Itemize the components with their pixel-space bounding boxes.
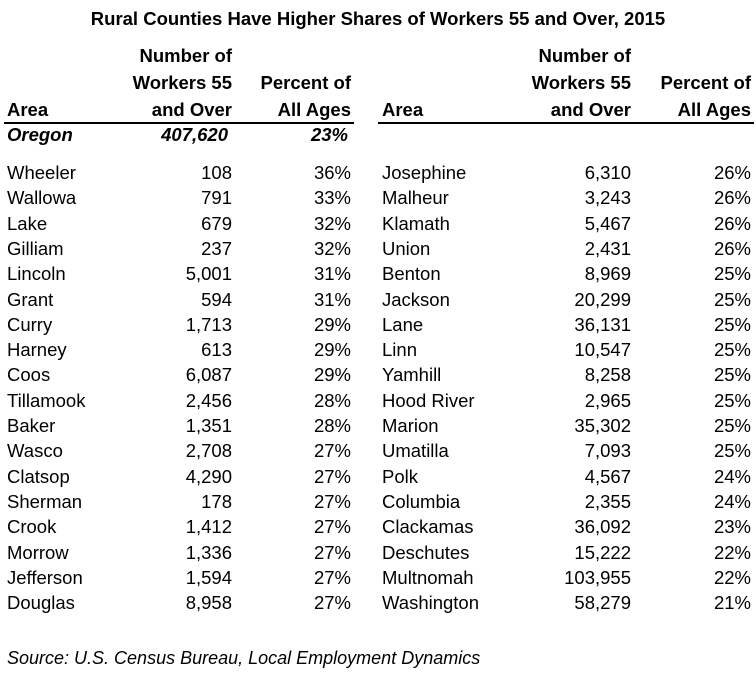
row-pct: 25% — [713, 389, 751, 411]
row-workers: 2,431 — [584, 237, 631, 259]
row-pct: 32% — [313, 237, 351, 259]
row-area: Lake — [7, 212, 48, 234]
table-row — [0, 362, 756, 387]
row-pct: 29% — [313, 339, 351, 361]
row-area: Umatilla — [382, 440, 449, 462]
row-workers: 2,708 — [185, 440, 232, 462]
source-note: Source: U.S. Census Bureau, Local Employment Dynamics — [7, 648, 481, 668]
row-pct: 25% — [713, 364, 751, 386]
row-workers: 5,467 — [584, 212, 631, 234]
row-pct: 27% — [313, 566, 351, 588]
state-area: Oregon — [7, 124, 73, 145]
row-pct: 26% — [713, 187, 751, 209]
row-pct: 22% — [713, 566, 751, 588]
table-title: Rural Counties Have Higher Shares of Workers 55 and Over, 2015 — [90, 8, 666, 29]
row-area: Linn — [382, 339, 417, 361]
row-pct: 25% — [713, 263, 751, 285]
row-workers: 6,087 — [185, 364, 232, 386]
row-area: Marion — [382, 415, 439, 436]
header-area-left — [7, 96, 48, 123]
row-area: Jefferson — [7, 566, 83, 588]
row-workers: 1,412 — [185, 516, 232, 538]
row-area: Grant — [7, 288, 54, 310]
row-area: Klamath — [382, 212, 450, 234]
row-workers: 1,336 — [185, 541, 232, 563]
row-pct: 24% — [713, 465, 751, 487]
row-workers: 58,279 — [574, 592, 631, 614]
row-workers: 10,547 — [574, 339, 631, 361]
row-pct: 24% — [713, 490, 751, 512]
table-row — [0, 388, 756, 413]
row-workers: 3,243 — [584, 187, 631, 209]
row-workers: 35,302 — [574, 415, 631, 436]
row-area: Sherman — [7, 490, 83, 512]
row-area: Curry — [7, 313, 53, 335]
header-workers-right — [505, 42, 631, 123]
row-workers: 4,290 — [185, 465, 232, 487]
row-pct: 27% — [313, 592, 351, 614]
row-area: Tillamook — [7, 389, 86, 411]
row-area: Clackamas — [382, 516, 474, 538]
row-workers: 679 — [201, 212, 232, 234]
row-area: Crook — [7, 516, 57, 538]
row-area: Lincoln — [7, 263, 66, 285]
row-workers: 237 — [201, 237, 232, 259]
row-area: Yamhill — [382, 364, 442, 386]
state-workers: 407,620 — [161, 124, 228, 145]
row-workers: 2,965 — [584, 389, 631, 411]
table-row — [0, 261, 756, 286]
header-pct-line1: Percent of — [660, 72, 751, 93]
row-area: Harney — [7, 339, 67, 361]
state-total-row — [0, 122, 756, 147]
table-row — [0, 514, 756, 539]
row-pct: 26% — [713, 162, 751, 183]
header-workers-line2: Workers 55 — [132, 72, 232, 93]
row-pct: 23% — [713, 516, 751, 538]
row-workers: 103,955 — [564, 566, 631, 588]
row-pct: 29% — [313, 313, 351, 335]
row-pct: 27% — [313, 490, 351, 512]
row-pct: 25% — [713, 313, 751, 335]
row-area: Hood River — [382, 389, 475, 411]
row-workers: 791 — [201, 187, 232, 209]
row-pct: 31% — [313, 288, 351, 310]
row-workers: 594 — [201, 288, 232, 310]
table-row — [0, 160, 756, 185]
row-pct: 25% — [713, 440, 751, 462]
state-pct: 23% — [310, 124, 348, 145]
row-pct: 25% — [713, 415, 751, 436]
row-pct: 28% — [313, 389, 351, 411]
table-row — [0, 312, 756, 337]
header-pct-right — [640, 69, 751, 123]
row-workers: 2,456 — [185, 389, 232, 411]
row-workers: 20,299 — [574, 288, 631, 310]
table-row — [0, 464, 756, 489]
row-pct: 31% — [313, 263, 351, 285]
row-pct: 25% — [713, 288, 751, 310]
table-row — [0, 540, 756, 565]
table-row — [0, 287, 756, 312]
row-workers: 7,093 — [584, 440, 631, 462]
row-workers: 8,258 — [584, 364, 631, 386]
row-area: Multnomah — [382, 566, 474, 588]
header-pct-left — [240, 69, 351, 123]
row-area: Clatsop — [7, 465, 70, 487]
table-row — [0, 413, 756, 438]
row-area: Morrow — [7, 541, 69, 563]
row-workers: 613 — [201, 339, 232, 361]
row-area: Baker — [7, 415, 56, 436]
row-workers: 6,310 — [584, 162, 631, 183]
header-workers-left — [110, 42, 232, 123]
row-workers: 2,355 — [584, 490, 631, 512]
table-row — [0, 185, 756, 210]
row-workers: 178 — [201, 490, 232, 512]
row-area: Union — [382, 237, 431, 259]
row-workers: 8,969 — [584, 263, 631, 285]
row-area: Benton — [382, 263, 441, 285]
row-workers: 4,567 — [584, 465, 631, 487]
row-area: Gilliam — [7, 237, 64, 259]
row-pct: 27% — [313, 516, 351, 538]
row-area: Malheur — [382, 187, 449, 209]
header-pct-line2: All Ages — [677, 99, 751, 120]
row-pct: 36% — [313, 162, 351, 183]
row-pct: 25% — [713, 339, 751, 361]
row-area: Columbia — [382, 490, 461, 512]
row-workers: 1,713 — [185, 313, 232, 335]
row-area: Josephine — [382, 162, 467, 183]
row-pct: 22% — [713, 541, 751, 563]
row-workers: 15,222 — [574, 541, 631, 563]
header-pct-line1: Percent of — [260, 72, 351, 93]
header-workers-line2: Workers 55 — [531, 72, 631, 93]
row-pct: 26% — [713, 237, 751, 259]
row-area: Washington — [382, 592, 480, 614]
row-pct: 32% — [313, 212, 351, 234]
table-row — [0, 337, 756, 362]
header-workers-line1: Number of — [139, 45, 232, 66]
header-workers-line1: Number of — [538, 45, 631, 66]
table-row — [0, 236, 756, 261]
row-pct: 21% — [713, 592, 751, 614]
row-workers: 1,594 — [185, 566, 232, 588]
header-workers-line3: and Over — [151, 99, 232, 120]
row-pct: 27% — [313, 465, 351, 487]
table-row — [0, 438, 756, 463]
row-pct: 29% — [313, 364, 351, 386]
row-pct: 33% — [313, 187, 351, 209]
header-area-label: Area — [7, 99, 49, 120]
row-area: Douglas — [7, 592, 75, 614]
row-pct: 27% — [313, 541, 351, 563]
row-workers: 5,001 — [185, 263, 232, 285]
table-row — [0, 211, 756, 236]
header-area-label: Area — [382, 99, 424, 120]
table-row — [0, 565, 756, 590]
row-pct: 26% — [713, 212, 751, 234]
row-area: Polk — [382, 465, 418, 487]
header-pct-line2: All Ages — [277, 99, 351, 120]
row-area: Coos — [7, 364, 51, 386]
row-area: Deschutes — [382, 541, 470, 563]
row-area: Jackson — [382, 288, 450, 310]
header-workers-line3: and Over — [550, 99, 631, 120]
row-area: Wasco — [7, 440, 63, 462]
row-workers: 36,131 — [574, 313, 631, 335]
table-row — [0, 590, 756, 615]
row-area: Wheeler — [7, 162, 76, 183]
row-workers: 36,092 — [574, 516, 631, 538]
row-area: Lane — [382, 313, 424, 335]
header-area-right — [382, 96, 423, 123]
row-workers: 1,351 — [185, 415, 232, 436]
row-pct: 28% — [313, 415, 351, 436]
table-row — [0, 489, 756, 514]
row-workers: 8,958 — [185, 592, 232, 614]
row-workers: 108 — [201, 162, 232, 183]
row-pct: 27% — [313, 440, 351, 462]
row-area: Wallowa — [7, 187, 77, 209]
